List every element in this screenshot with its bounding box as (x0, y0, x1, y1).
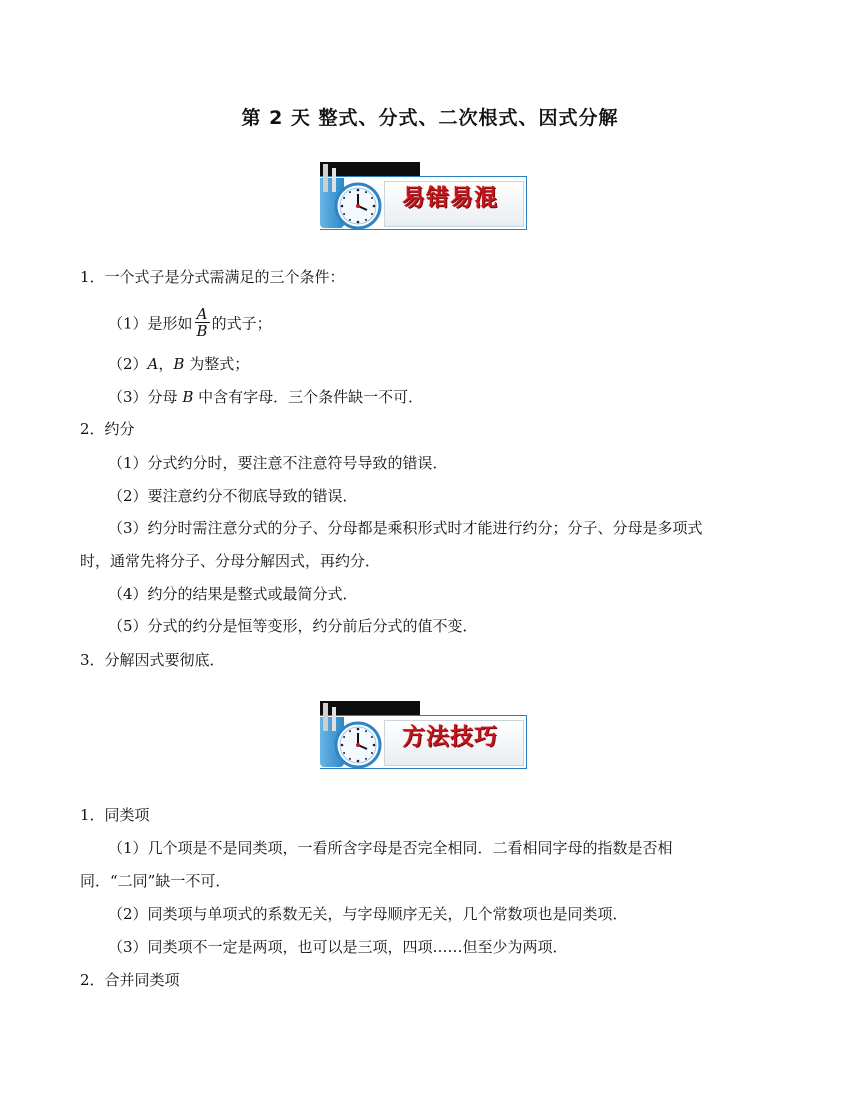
text-fragment: 的式子； (211, 314, 272, 333)
list-item: 3．分解因式要彻底． (80, 651, 225, 669)
list-item: 2．合并同类项 (80, 971, 180, 989)
list-item: （3）约分时需注意分式的分子、分母都是乘积形式时才能进行约分；分子、分母是多项式 (108, 519, 703, 537)
variable: B (173, 355, 185, 373)
list-item: （2）要注意约分不彻底导致的错误． (108, 487, 358, 505)
section-banner-errors (320, 162, 528, 230)
list-item: （3）同类项不一定是两项，也可以是三项，四项……但至少为两项． (108, 938, 568, 956)
fraction-numerator: A (195, 306, 210, 323)
fraction (195, 306, 210, 339)
list-item: （5）分式的约分是恒等变形，约分前后分式的值不变． (108, 617, 478, 635)
text-fragment: （2） (108, 355, 148, 373)
text-fragment: 为整式； (184, 355, 250, 373)
text-fragment: （3）分母 (108, 388, 183, 406)
list-item: 1．一个式子是分式需满足的三个条件： (80, 268, 345, 286)
pencil-icon (323, 703, 328, 731)
list-item: （1）几个项是不是同类项，一看所含字母是否完全相同．二看相同字母的指数是否相 (108, 839, 673, 857)
clock-icon (334, 182, 382, 230)
pencil-icon (323, 164, 328, 192)
list-item (108, 305, 272, 341)
list-item: （2）同类项与单项式的系数无关，与字母顺序无关，几个常数项也是同类项． (108, 905, 628, 923)
list-item: 2．约分 (80, 420, 135, 438)
text-fragment: （1）是形如 (108, 314, 193, 333)
variable: B (182, 388, 194, 406)
section-banner-methods (320, 701, 528, 769)
variable: A (147, 355, 159, 373)
list-item: （1）分式约分时，要注意不注意符号导致的错误． (108, 454, 448, 472)
list-item (108, 354, 249, 374)
list-item (108, 387, 423, 407)
text-fragment: ， (158, 355, 174, 373)
list-item: （4）约分的结果是整式或最简分式． (108, 585, 358, 603)
page-title: 第 2 天 整式、分式、二次根式、因式分解 (241, 107, 619, 129)
fraction-denominator: B (196, 322, 208, 340)
clock-icon (334, 721, 382, 769)
text-fragment: 中含有字母．三个条件缺一不可． (193, 388, 424, 406)
banner-label: 易错易混 (402, 185, 498, 211)
list-item: 1．同类项 (80, 806, 150, 824)
list-item: 时，通常先将分子、分母分解因式，再约分． (80, 552, 381, 570)
banner-label: 方法技巧 (402, 724, 498, 750)
list-item: 同．“二同”缺一不可． (80, 872, 231, 890)
